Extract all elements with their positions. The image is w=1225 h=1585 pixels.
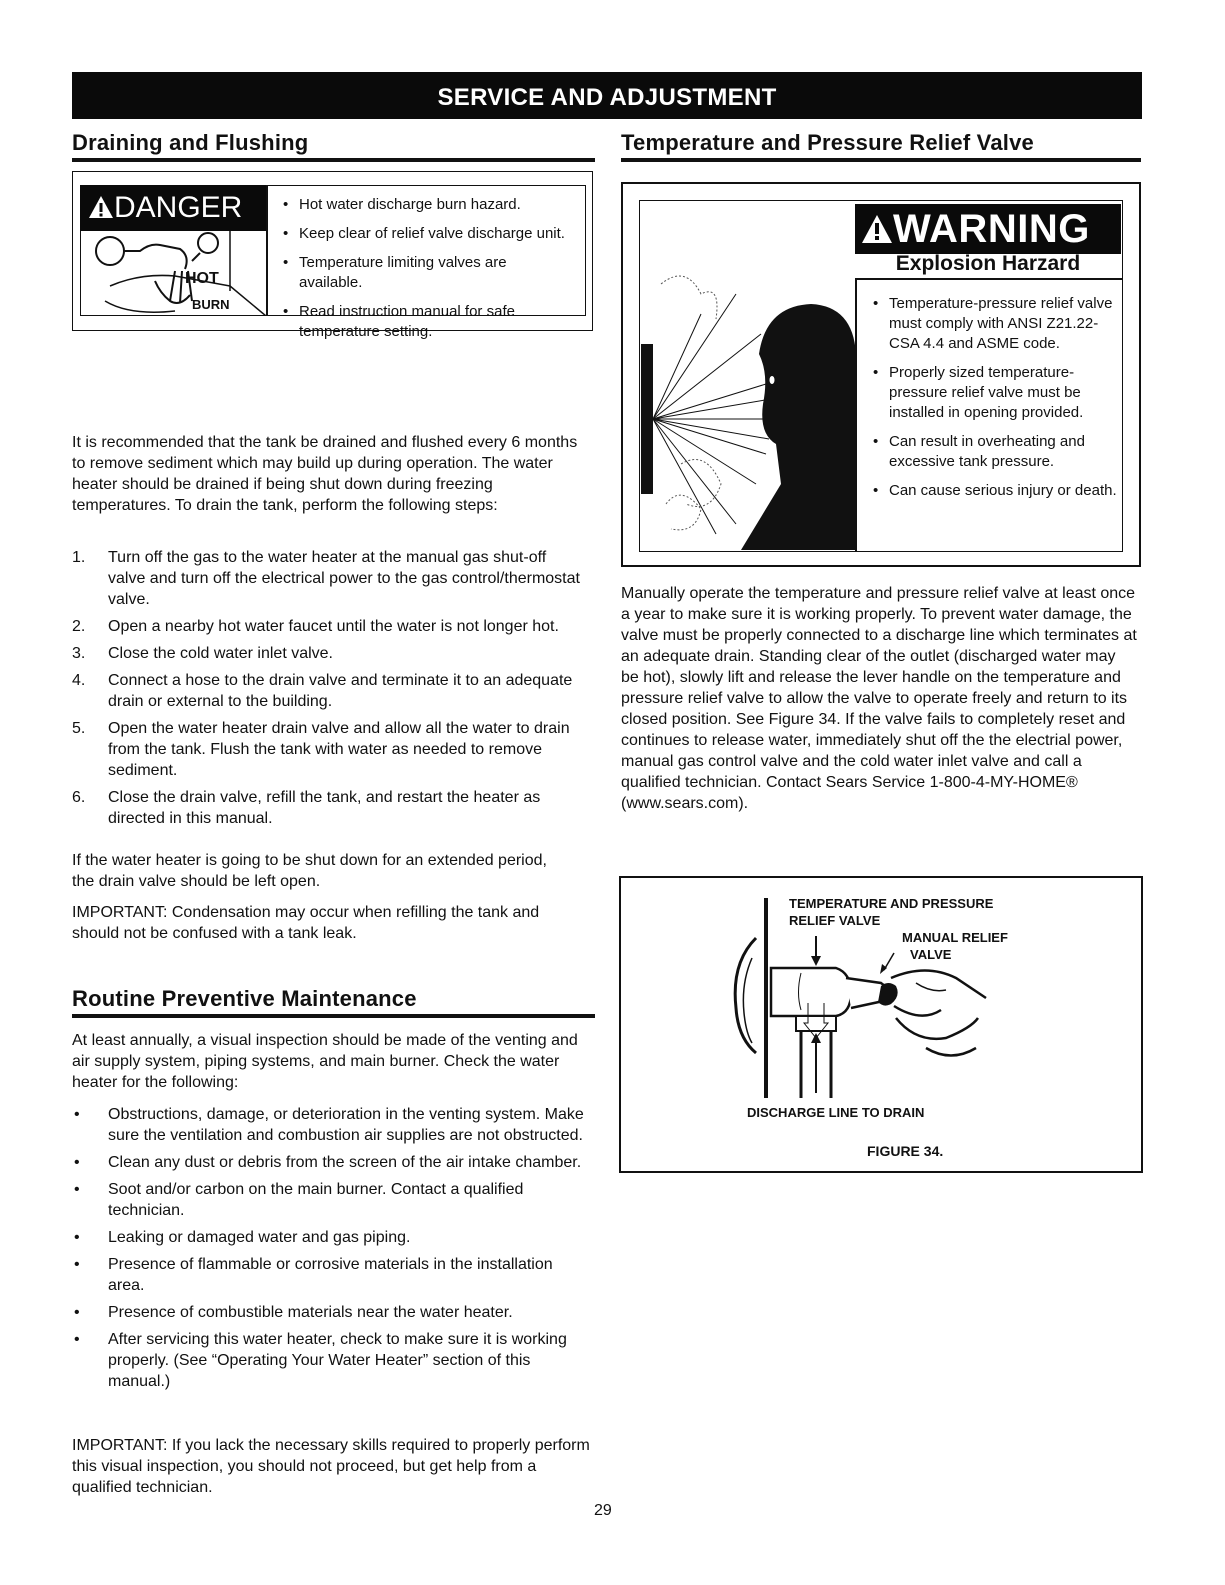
- warning-bullet: • Temperature-pressure relief valve must comply with ANSI Z21.22-CSA 4.4 and ASME code.: [873, 295, 1113, 352]
- routine-bullet: • Soot and/or carbon on the main burner. Contact a qualified technician.: [74, 1181, 524, 1219]
- danger-bullet: • Keep clear of relief valve discharge unit.: [283, 225, 565, 242]
- danger-label: [80, 185, 266, 231]
- routine-bullet: • Clean any dust or debris from the screen of the air intake chamber.: [74, 1154, 582, 1171]
- danger-triangle-icon: [88, 195, 114, 219]
- step-item: 6. Close the drain valve, refill the tank, and restart the heater as directed in this manual.: [72, 789, 541, 827]
- routine-rule: [72, 1014, 595, 1018]
- step-item: 5. Open the water heater drain valve and allow all the water to drain from the tank. Flush the tank with water as needed to remove sediment.: [72, 720, 570, 779]
- danger-box: [72, 171, 593, 340]
- warning-bullet: • Properly sized temperature-pressure relief valve must be installed in opening provided.: [873, 364, 1084, 421]
- label-discharge-line: DISCHARGE LINE TO DRAIN: [747, 1105, 925, 1120]
- routine-bullet: • Obstructions, damage, or deterioration in the venting system. Make sure the ventilation and combustion air supplies are not obstructed.: [74, 1106, 584, 1144]
- warning-label-text: WARNING: [893, 207, 1090, 251]
- routine-bullet: • Presence of combustible materials near the water heater.: [74, 1304, 513, 1321]
- figure-caption: FIGURE 34.: [867, 1143, 944, 1159]
- routine-bullet: • Leaking or damaged water and gas piping.: [74, 1229, 411, 1246]
- step-item: 1. Turn off the gas to the water heater at the manual gas shut-off valve and turn off the electrical power to the gas control/thermostat valve.: [72, 549, 580, 608]
- danger-label-text: DANGER: [114, 191, 243, 224]
- relief-valve-heading: Temperature and Pressure Relief Valve: [621, 130, 1034, 155]
- danger-bullet: • Temperature limiting valves are available.: [283, 254, 507, 291]
- relief-valve-paragraph: Manually operate the temperature and pressure relief valve at least once a year to make sure it is working properly. To prevent water damage, the valve must be properly connected to a discharge line which terminates at an adequate drain. Standing clear of the outlet (discharged water may be hot), slowly lift and release the lever handle on the temperature and pressure relief valve to allow the valve to operate freely and return to its closed position. See Figure 34. If the valve fails to completely reset and continues to release water, immediately shut off the the electrial power, manual gas control valve and the cold water inlet valve and call a qualified technician. Contact Sears Service 1-800-4-MY-HOME® (www.sears.com).: [621, 585, 1137, 812]
- routine-bullet: • Presence of flammable or corrosive materials in the installation area.: [74, 1256, 553, 1294]
- hot-water-burn-illustration: [80, 231, 266, 316]
- draining-rule: [72, 158, 595, 162]
- routine-heading: Routine Preventive Maintenance: [72, 986, 417, 1011]
- label-manual-relief-valve: MANUAL RELIEF VALVE: [902, 930, 1008, 962]
- draining-important-note: IMPORTANT: Condensation may occur when refilling the tank and should not be confused with a tank leak.: [72, 904, 540, 942]
- label-tp-relief-valve: TEMPERATURE AND PRESSURE RELIEF VALVE: [789, 896, 994, 928]
- draining-extended-note: If the water heater is going to be shut down for an extended period, the drain valve should be left open.: [72, 852, 547, 890]
- warning-bullet-list: [871, 294, 1121, 510]
- step-item: 4. Connect a hose to the drain valve and terminate it to an adequate drain or external to the building.: [72, 672, 573, 710]
- warning-bullet: • Can result in overheating and excessive tank pressure.: [873, 433, 1085, 470]
- relief-valve-rule: [621, 158, 1141, 162]
- section-banner: SERVICE AND ADJUSTMENT: [72, 72, 1142, 119]
- draining-steps: [72, 547, 586, 835]
- page-number: 29: [594, 1502, 612, 1519]
- warning-bullet: • Can cause serious injury or death.: [873, 482, 1117, 499]
- explosion-hazard-illustration: [641, 234, 856, 550]
- step-item: 2. Open a nearby hot water faucet until the water is not longer hot.: [72, 618, 559, 635]
- warning-subtitle-rule: [855, 278, 1123, 280]
- danger-bullet: • Hot water discharge burn hazard.: [283, 196, 521, 213]
- danger-divider: [266, 185, 268, 316]
- warning-triangle-icon: [861, 214, 893, 244]
- routine-bullets: [72, 1104, 584, 1398]
- draining-intro: It is recommended that the tank be drained and flushed every 6 months to remove sediment which may build up during operation. The water heater should be drained if being shut down during freezing temperatures. To drain the tank, perform the following steps:: [72, 434, 578, 514]
- warning-label: [855, 204, 1121, 254]
- routine-intro: At least annually, a visual inspection should be made of the venting and air supply system, piping systems, and main burner. Check the water heater for the following:: [72, 1032, 578, 1091]
- danger-bullet-list: [281, 195, 571, 351]
- burn-graphic-text: BURN: [192, 297, 230, 312]
- warning-subtitle: Explosion Harzard: [895, 252, 1081, 275]
- warning-divider: [855, 278, 857, 552]
- routine-bullet: • After servicing this water heater, check to make sure it is working properly. (See “Operating Your Water Heater” section of this manual.): [74, 1331, 567, 1390]
- warning-box: [621, 182, 1141, 567]
- draining-heading: Draining and Flushing: [72, 130, 309, 155]
- figure-34-box: [619, 876, 1143, 1173]
- routine-important-note: IMPORTANT: If you lack the necessary skills required to properly perform this visual inspection, you should not proceed, but get help from a qualified technician.: [72, 1437, 590, 1496]
- hot-graphic-text: HOT: [185, 270, 219, 287]
- step-item: 3. Close the cold water inlet valve.: [72, 645, 333, 662]
- danger-bullet: • Read instruction manual for safe temperature setting.: [283, 303, 515, 340]
